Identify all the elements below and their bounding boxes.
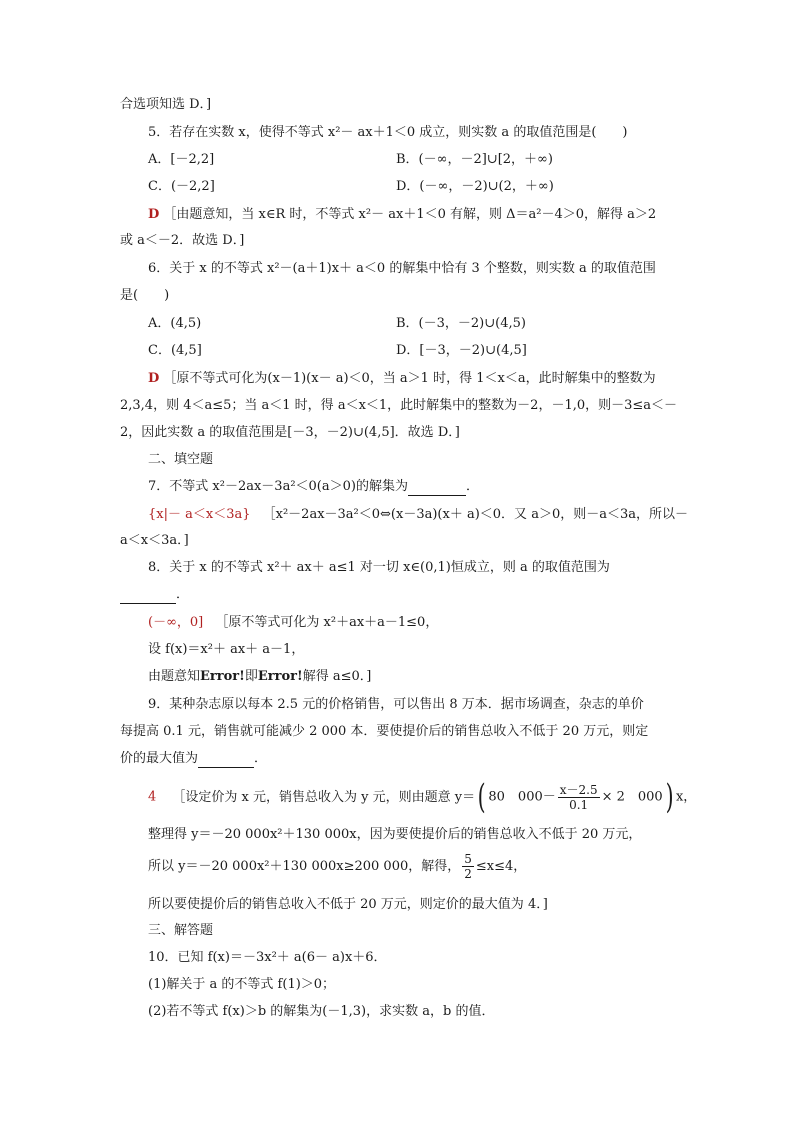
- error-text: Error!: [200, 669, 245, 684]
- text-line: 所以要使提价后的销售总收入不低于 20 万元，则定价的最大值为 4．]: [148, 897, 548, 912]
- q6-option-d: D．[－3，－2)∪(4,5]: [396, 343, 527, 358]
- answer-5: [148, 206, 656, 224]
- error-text: Error!: [257, 669, 303, 684]
- text-line: [120, 586, 189, 604]
- text: ≤x≤4，: [475, 859, 527, 874]
- left-paren: (: [477, 777, 486, 817]
- question-7: [148, 478, 479, 496]
- text-line: [148, 668, 371, 686]
- answer-letter: D: [148, 207, 160, 222]
- punct: ．: [254, 751, 268, 766]
- answer-text: ［由题意知，当 x∈R 时，不等式 x²－ ax＋1＜0 有解，则 Δ＝a²－4＞0，解得 a＞2: [163, 207, 657, 222]
- answer-text: ［x²－2ax－3a²＜0⇔(x－3a)(x＋ a)＜0．又 a＞0，则－a＜3a，所以－: [262, 507, 688, 522]
- text-line: [120, 750, 267, 768]
- answer-blank: [408, 481, 466, 496]
- q6-option-c: C．(4,5]: [148, 343, 202, 358]
- answer-blank: [198, 753, 254, 768]
- text: × 2 000: [601, 789, 663, 805]
- question-9: 9．某种杂志原以每本 2.5 元的价格销售，可以售出 8 万本．据市场调查，杂志的单价: [148, 697, 644, 712]
- numerator: 5: [464, 852, 472, 866]
- question-6: 6．关于 x 的不等式 x²－(a＋1)x＋ a＜0 的解集中恰有 3 个整数，则实数 a 的取值范围: [148, 261, 656, 276]
- q5-option-b: B．(－∞，－2]∪[2，＋∞): [396, 152, 553, 167]
- answer-6: [148, 370, 656, 388]
- answer-8: [148, 614, 438, 632]
- question-10: 10．已知 f(x)＝－3x²＋ a(6－ a)x＋6．: [148, 950, 387, 965]
- question-8: 8．关于 x 的不等式 x²＋ ax＋ a≤1 对一切 x∈(0,1)恒成立，则 a 的取值范围为: [148, 560, 610, 575]
- question-text: 7．不等式 x²－2ax－3a²＜0(a＞0)的解集为: [148, 479, 408, 494]
- answer-text: ［原不等式可化为(x－1)(x－ a)＜0，当 a＞1 时，得 1＜x＜a，此时解集中的整数为: [163, 371, 656, 386]
- text: 由题意知: [148, 669, 201, 684]
- section-heading-solve: 三、解答题: [148, 923, 214, 938]
- answer-9: [148, 777, 697, 817]
- denominator: 2: [464, 867, 472, 881]
- answer-value: {x|－ a＜x＜3a}: [148, 507, 251, 522]
- answer-value: (－∞，0]: [148, 615, 204, 630]
- punct: ．: [176, 587, 190, 602]
- text-line: [148, 852, 526, 880]
- text-line: 2,3,4，则 4＜a≤5；当 a＜1 时，得 a＜x＜1，此时解集中的整数为－2，－1,0，则－3≤a＜－: [120, 398, 678, 413]
- section-heading-fill: 二、填空题: [148, 452, 214, 467]
- answer-text: ［原不等式可化为 x²＋ax＋a－1≤0，: [215, 615, 439, 630]
- text-line: 或 a＜－2．故选 D．]: [120, 233, 245, 248]
- text: 价的最大值为: [120, 751, 199, 766]
- right-paren: ): [665, 777, 674, 817]
- q5-option-c: C．(－2,2]: [148, 179, 215, 194]
- fraction: [462, 852, 474, 881]
- punct: ．: [465, 479, 479, 494]
- q6-option-b: B．(－3，－2)∪(4,5): [396, 316, 526, 331]
- text-line: a＜x＜3a．]: [120, 533, 189, 548]
- text-line: 2，因此实数 a 的取值范围是[－3，－2)∪(4,5]．故选 D．]: [120, 425, 460, 440]
- question-10-part-1: (1)解关于 a 的不等式 f(1)＞0；: [148, 977, 336, 992]
- question-10-part-2: (2)若不等式 f(x)＞b 的解集为(－1,3)，求实数 a，b 的值．: [148, 1004, 495, 1019]
- text-line: 是( ): [120, 288, 170, 303]
- text-line: 合选项知选 D．]: [120, 97, 212, 112]
- text-line: 设 f(x)＝x²＋ ax＋ a－1，: [148, 642, 305, 657]
- answer-letter: D: [148, 371, 160, 386]
- numerator: x－2.5: [559, 782, 598, 797]
- answer-value: 4: [148, 789, 157, 805]
- denominator: 0.1: [569, 797, 589, 812]
- answer-blank: [120, 589, 176, 604]
- text: 解得 a≤0．]: [302, 669, 372, 684]
- text: 80 000－: [488, 789, 556, 805]
- q6-option-a: A．(4,5): [148, 316, 202, 331]
- text: 即: [244, 669, 258, 684]
- answer-7: [148, 506, 688, 524]
- text-line: 每提高 0.1 元，销售就可能减少 2 000 本．要使提价后的销售总收入不低于 20 万元，则定: [120, 724, 649, 739]
- q5-option-d: D．(－∞，－2)∪(2，＋∞): [396, 179, 554, 194]
- q5-option-a: A．[－2,2]: [148, 152, 215, 167]
- answer-text: ［设定价为 x 元，销售总收入为 y 元，则由题意 y＝: [172, 789, 476, 805]
- text-line: 整理得 y＝－20 000x²＋130 000x，因为要使提价后的销售总收入不低于 20 万元，: [148, 827, 642, 842]
- fraction: [558, 783, 600, 812]
- text: 所以 y＝－20 000x²＋130 000x≥200 000，解得，: [148, 859, 461, 874]
- text: x，: [675, 789, 697, 805]
- question-5: 5．若存在实数 x，使得不等式 x²－ ax＋1＜0 成立，则实数 a 的取值范围是( ): [148, 125, 628, 140]
